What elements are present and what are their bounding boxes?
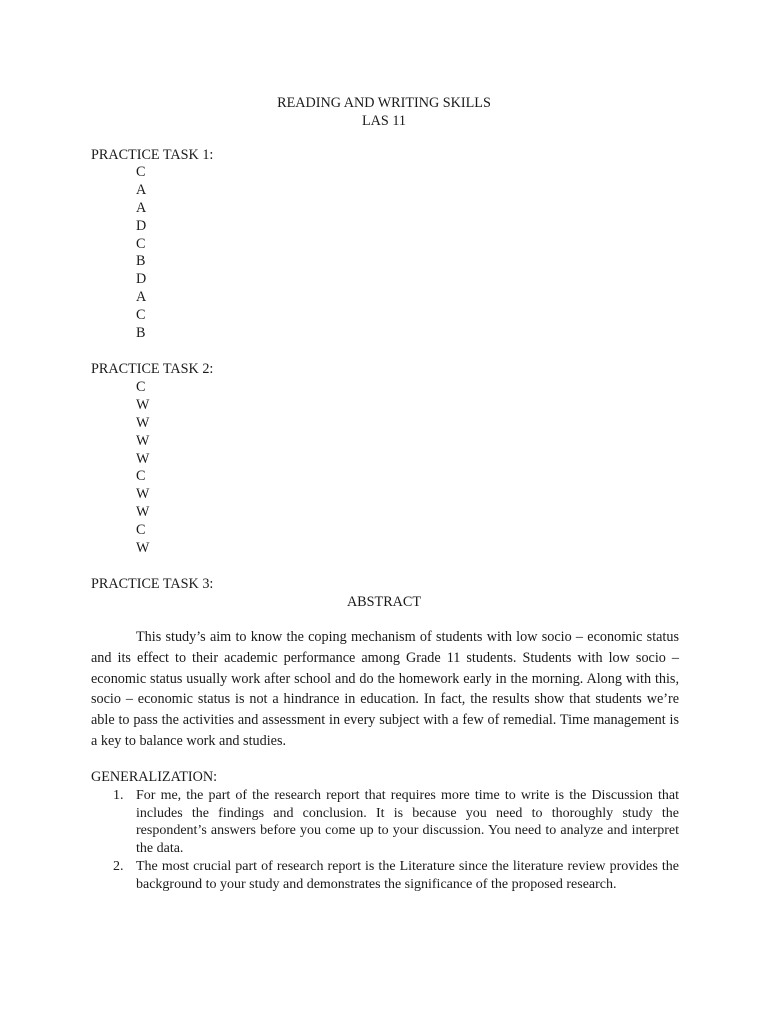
document-subtitle: LAS 11: [361, 113, 406, 129]
abstract-body: This study’s aim to know the coping mechanism of students with low socio – economic status and its effect to their academic performance among Grade 11 students. Students with low socio – economic status usually work after school and do the homework early in the morning. Along with this, socio – economic status is not a hindrance in education. In fact, the results show that students we’re able to pass the activities and assessment in every subject with a few of remedial. Time management is a key to balance work and studies.: [91, 629, 679, 749]
item-answer: C: [136, 468, 146, 485]
generalization-heading: GENERALIZATION:: [91, 769, 218, 785]
item-text: For me, the part of the research report that requires more time to write is the Discussion that includes the findings and conclusion. It is because you need to thoroughly study the respondent’s answers before you come up to your discussion. You need to analyze and interpret the data.: [136, 788, 679, 856]
item-answer: A: [136, 181, 147, 198]
item-answer: D: [136, 217, 147, 234]
item-answer: W: [136, 540, 150, 557]
item-answer: B: [136, 325, 146, 342]
item-answer: D: [136, 271, 147, 288]
item-answer: W: [136, 450, 150, 467]
item-number: 2.: [113, 859, 124, 875]
item-answer: W: [136, 504, 150, 521]
list-item: [0, 858, 679, 893]
item-answer: C: [136, 379, 146, 395]
item-answer: W: [136, 396, 150, 413]
abstract-title: ABSTRACT: [346, 594, 422, 610]
item-answer: W: [136, 432, 150, 449]
practice-task-2-heading: PRACTICE TASK 2:: [91, 361, 214, 377]
item-answer: C: [136, 522, 146, 539]
item-text: The most crucial part of research report is the Literature since the literature review provides the background to your study and demonstrates the significance of the proposed research.: [136, 859, 679, 892]
item-answer: C: [136, 307, 146, 324]
item-answer: C: [136, 164, 146, 180]
generalization-list: [0, 787, 679, 895]
item-answer: A: [136, 199, 147, 216]
document-title: READING AND WRITING SKILLS: [277, 95, 491, 111]
item-answer: W: [136, 486, 150, 503]
practice-task-3-heading: PRACTICE TASK 3:: [91, 576, 214, 592]
list-item: [0, 787, 679, 857]
item-answer: W: [136, 414, 150, 431]
item-number: 1.: [113, 788, 124, 803]
practice-task-1-heading: PRACTICE TASK 1:: [91, 147, 214, 163]
item-answer: A: [136, 289, 147, 306]
item-answer: B: [136, 253, 146, 270]
item-answer: C: [136, 235, 146, 252]
